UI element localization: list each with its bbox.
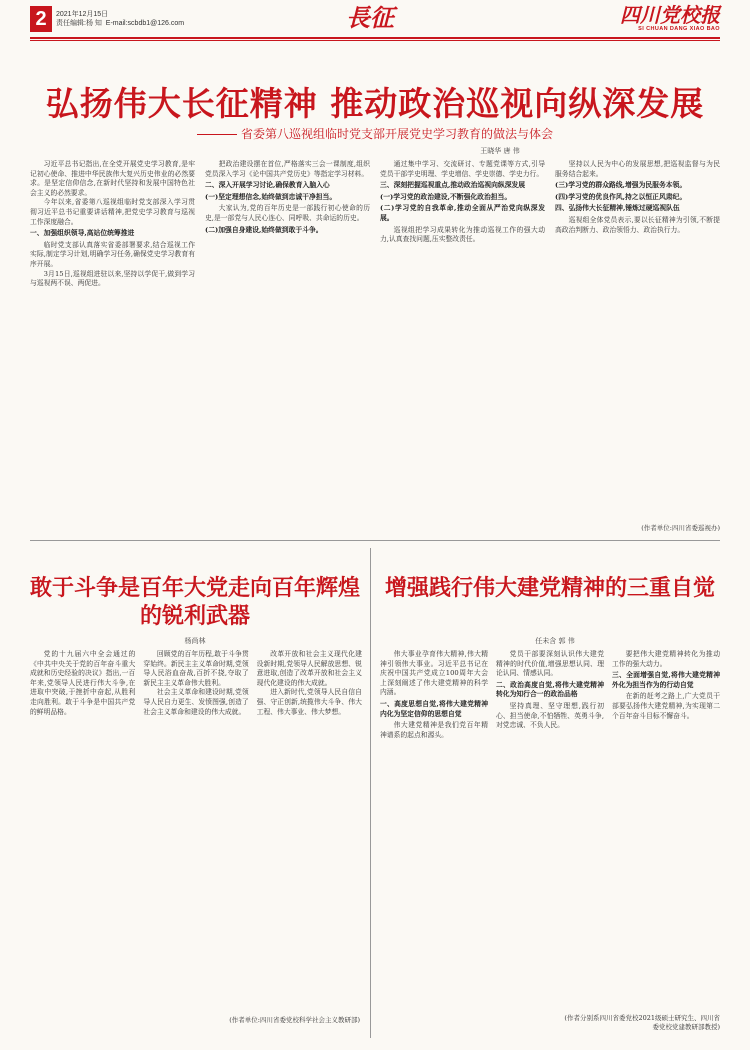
section-brand: 長征 xyxy=(346,3,394,32)
vertical-divider xyxy=(370,548,371,1038)
article2-title: 敢于斗争是百年大党走向百年辉煌的锐利武器 xyxy=(30,575,361,629)
article2-byline: 杨尚林 xyxy=(184,637,206,645)
article1-body xyxy=(30,160,720,536)
article1-title: 弘扬伟大长征精神 推动政治巡视向纵深发展 xyxy=(45,84,705,123)
article3-byline: 任未含 郭 伟 xyxy=(535,637,575,645)
article1-col-4: 坚持以人民为中心的发展思想,把巡视监督与为民服务结合起来。 (三)学习党的群众路线,增强为民服务本领。 (四)学习党的优良作风,持之以恒正风肃纪。 四、弘扬伟大长征精神,锤炼过硬巡视队伍 巡视组全体党员表示,要以长征精神为引领,不断提高政治判断力、政治领悟力、政治执行力。 xyxy=(555,160,720,234)
section-heading: 三、全面增强自觉,将伟大建党精神外化为担当作为的行动自觉 xyxy=(612,671,720,689)
section-heading: 三、深刻把握巡视重点,推动政治巡视向纵深发展 xyxy=(380,181,526,190)
article1-subtitle: 省委第八巡视组临时党支部开展党史学习教育的做法与体会 xyxy=(30,126,720,142)
editor-line: 责任编辑:杨 知 xyxy=(56,20,102,27)
article1-col-2: 把政治建设摆在首位,严格落实三会一课制度,组织党员深入学习《论中国共产党历史》等指定学习材料。 二、深入开展学习讨论,确保教育入脑入心 (一)坚定理想信念,始终做到忠诚干净担当。 大家认为,党的百年历史是一部践行初心使命的历史,是一部党与人民心连心、同呼吸、共命运的历史。 (二)加强自身建设,始终做到敢于斗争。 xyxy=(205,160,370,234)
section-heading: (二)加强自身建设,始终做到敢于斗争。 xyxy=(205,225,323,234)
article2-body xyxy=(30,650,362,1030)
article3-body xyxy=(380,650,720,1030)
section-heading: (一)坚定理想信念,始终做到忠诚干净担当。 xyxy=(205,192,337,201)
section-heading: 四、弘扬伟大长征精神,锤炼过硬巡视队伍 xyxy=(555,204,680,213)
horizontal-divider xyxy=(30,540,720,541)
section-heading: (一)学习党的政治建设,不断强化政治担当。 xyxy=(380,192,512,201)
section-heading: (三)学习党的群众路线,增强为民服务本领。 xyxy=(555,181,687,190)
issue-meta xyxy=(56,10,184,28)
article3-col-2: 党员干部要深刻认识伟大建党精神的时代价值,增强思想认同、理论认同、情感认同。 二、政治高度自觉,将伟大建党精神转化为知行合一的政治品格 坚持真理、坚守理想,践行初心、担当使命,不怕牺牲、英勇斗争,对党忠诚、不负人民。 xyxy=(496,650,604,730)
header-rule xyxy=(30,37,720,39)
article2-col-1: 党的十九届六中全会通过的《中共中央关于党的百年奋斗重大成就和历史经验的决议》指出,一百年来,党领导人民进行伟大斗争,在进取中突破,于挫折中奋起,从胜利走向胜利。敢于斗争是中国共产党的鲜明品格。 xyxy=(30,650,136,716)
section-heading: 二、深入开展学习讨论,确保教育入脑入心 xyxy=(205,181,330,190)
paper-name-en: SI CHUAN DANG XIAO BAO xyxy=(638,26,720,32)
article1-byline: 王晓华 唐 伟 xyxy=(480,147,520,155)
section-heading: 二、政治高度自觉,将伟大建党精神转化为知行合一的政治品格 xyxy=(496,680,604,699)
email-line: E-mail:scbdb1@126.com xyxy=(105,20,185,27)
section-heading: 一、高度思想自觉,将伟大建党精神内化为坚定信仰的思想自觉 xyxy=(380,699,488,718)
header-rule-thin xyxy=(30,40,720,41)
article2-col-2: 回顾党的百年历程,敢于斗争贯穿始终。新民主主义革命时期,党领导人民浴血奋战,百折不挠,夺取了新民主主义革命伟大胜利。 社会主义革命和建设时期,党领导人民自力更生、发愤图强,创造了社会主义革命和建设的伟大成就。 xyxy=(143,650,249,716)
issue-date: 2021年12月15日 xyxy=(56,11,109,18)
masthead xyxy=(0,0,750,38)
article1-col-3: 通过集中学习、交流研讨、专题党课等方式,引导党员干部学史明理、学史增信、学史崇德、学史力行。 三、深刻把握巡视重点,推动政治巡视向纵深发展 (一)学习党的政治建设,不断强化政治担当。 (二)学习党的自我革命,推动全面从严治党向纵深发展。 巡视组把学习成果转化为推动巡视工作的强大动力,认真查找问题,压实整改责任。 xyxy=(380,160,545,244)
article3-author-note: (作者分别系四川省委党校2021级硕士研究生、四川省委党校党建教研部教授) xyxy=(564,1014,720,1031)
paper-logo xyxy=(620,4,720,33)
article3-title: 增强践行伟大建党精神的三重自觉 xyxy=(384,575,715,601)
article2-author-note: (作者单位:四川省委党校科学社会主义教研部) xyxy=(229,1016,360,1024)
section-heading: (四)学习党的优良作风,持之以恒正风肃纪。 xyxy=(555,192,687,201)
article3-col-1: 伟大事业孕育伟大精神,伟大精神引领伟大事业。习近平总书记在庆祝中国共产党成立100周年大会上深刻阐述了伟大建党精神的科学内涵。 一、高度思想自觉,将伟大建党精神内化为坚定信仰的思想自觉 伟大建党精神是我们党百年精神谱系的起点和源头。 xyxy=(380,650,488,739)
article2-col-3: 改革开放和社会主义现代化建设新时期,党领导人民解放思想、锐意进取,创造了改革开放和社会主义现代化建设的伟大成就。 进入新时代,党领导人民自信自强、守正创新,统揽伟大斗争、伟大工程、伟大事业、伟大梦想。 xyxy=(256,650,362,716)
section-heading: 一、加强组织领导,高站位统筹推进 xyxy=(30,229,135,238)
page-number: 2 xyxy=(30,6,52,32)
article3-col-3: 要把伟大建党精神转化为推动工作的强大动力。 三、全面增强自觉,将伟大建党精神外化为担当作为的行动自觉 在新的赶考之路上,广大党员干部要弘扬伟大建党精神,为实现第二个百年奋斗目标不懈奋斗。 xyxy=(612,650,720,720)
article1-author-note: (作者单位:四川省委巡视办) xyxy=(641,524,720,532)
paper-name-cn: 四川党校报 xyxy=(620,3,720,27)
section-heading: (二)学习党的自我革命,推动全面从严治党向纵深发展。 xyxy=(380,204,545,222)
article1-col-1: 习近平总书记指出,在全党开展党史学习教育,是牢记初心使命、推进中华民族伟大复兴历史伟业的必然要求。是坚定信仰信念,在新时代坚持和发展中国特色社会主义的必然要求。 今年以来,省委第八巡视组临时党支部深入学习贯彻习近平总书记重要讲话精神,把党史学习教育与巡视工作深度融合。 一、加强组织领导,高站位统筹推进 临时党支部认真落实省委部署要求,结合巡视工作实际,制定学习计划,明确学习任务,确保党史学习教育有序开展。 3月15日,巡视组进驻以来,坚持以学促干,做到学习与巡视两不误、两促进。 xyxy=(30,160,195,288)
